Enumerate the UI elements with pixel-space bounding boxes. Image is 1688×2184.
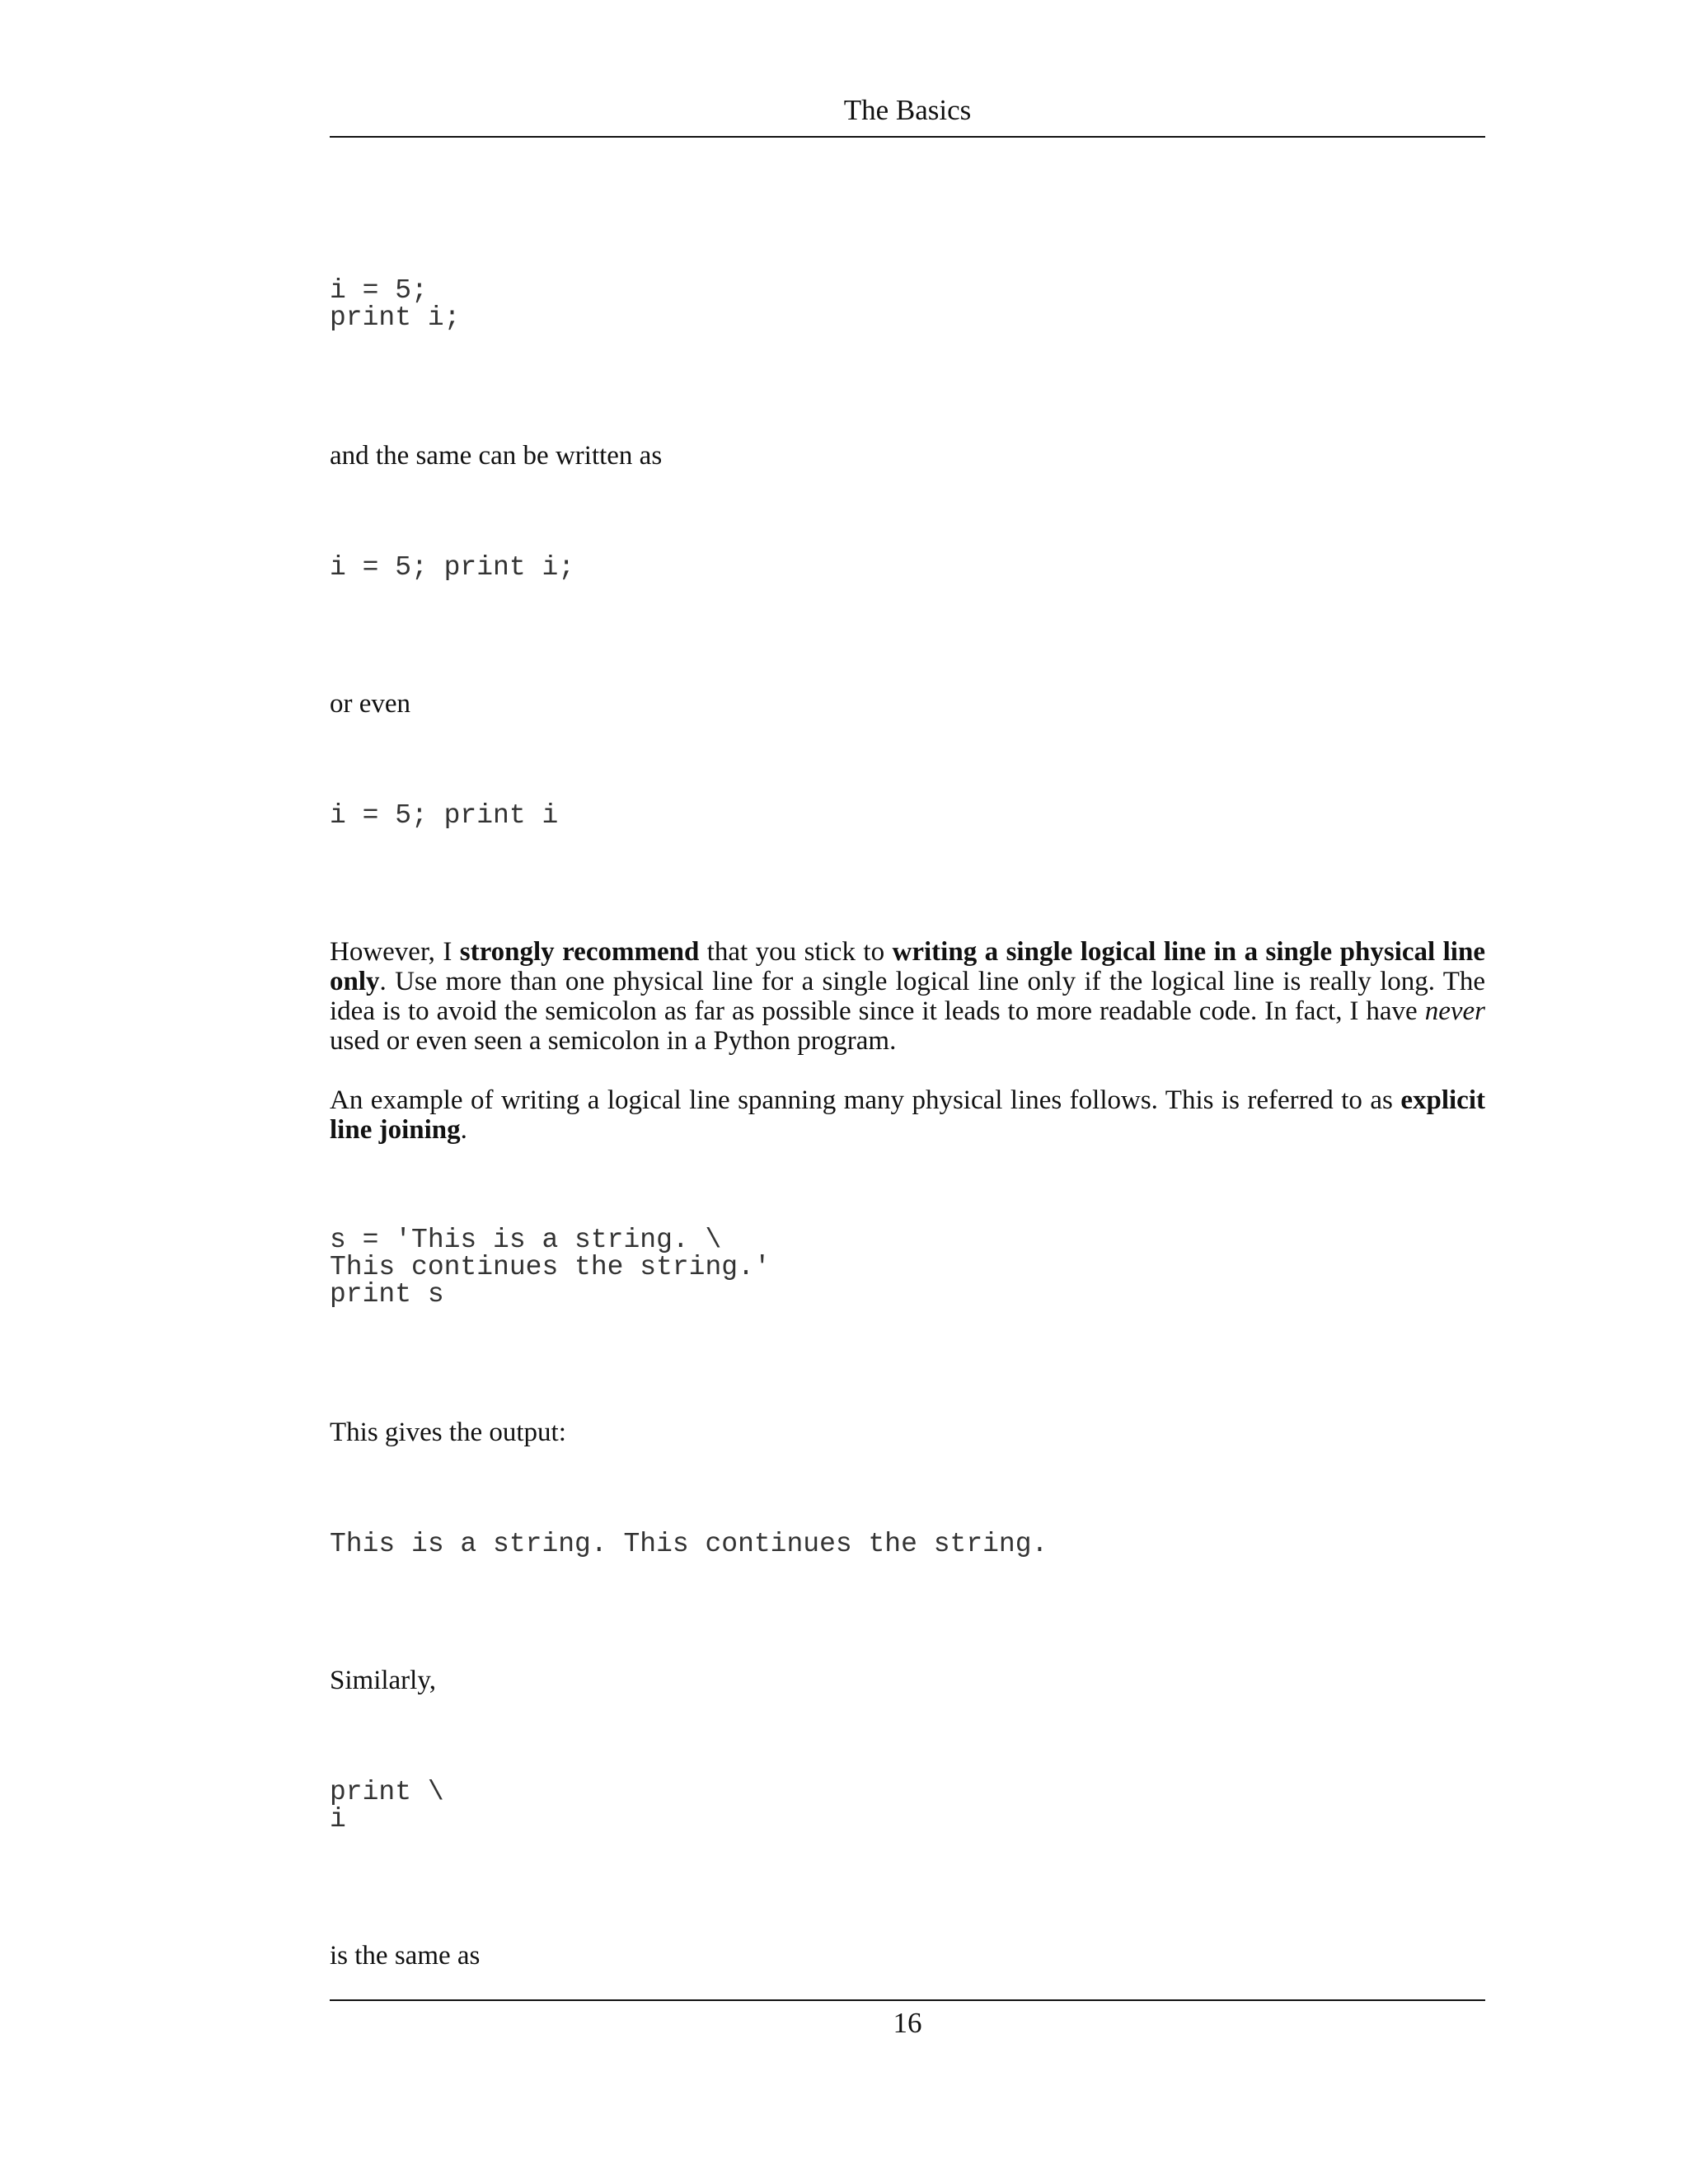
code-line: print \ [330, 1777, 444, 1807]
paragraph-same-written-as: and the same can be written as [330, 441, 663, 471]
code-line: s = 'This is a string. \ [330, 1225, 722, 1255]
text-run: An example of writing a logical line spanning many physical lines follows. This is referred to as [330, 1085, 1401, 1115]
header-rule [330, 136, 1485, 138]
text-run: . [460, 1115, 467, 1145]
paragraph-recommendation [330, 937, 1485, 1056]
code-line: This continues the string.' [330, 1252, 771, 1282]
code-line: print i; [330, 302, 461, 333]
code-block-output [330, 1530, 1048, 1558]
code-line: i = 5; [330, 275, 428, 306]
bold-single-logical-line: writing a single logical line in a single physical line only [330, 937, 1485, 996]
bold-explicit-line-joining: explicit line joining [330, 1085, 1485, 1145]
paragraph-explicit-line-joining [330, 1085, 1485, 1145]
page-number: 16 [893, 2007, 922, 2039]
code-block-semicolon-lines [330, 277, 460, 331]
footer-rule [330, 1999, 1485, 2001]
bold-strongly-recommend: strongly recommend [459, 937, 700, 967]
code-block-print-continuation [330, 1779, 444, 1833]
code-line: i = 5; print i; [330, 552, 575, 583]
italic-never: never [1424, 996, 1485, 1026]
code-line: i = 5; print i [330, 800, 559, 831]
document-page [330, 0, 1485, 2184]
text-run: that you stick to [699, 937, 893, 967]
code-block-single-line-no-trailing-semicolon [330, 802, 558, 829]
code-block-single-line-semicolons [330, 554, 574, 581]
code-line: i [330, 1804, 346, 1835]
paragraph-similarly: Similarly, [330, 1666, 436, 1695]
code-block-string-continuation [330, 1226, 771, 1308]
text-run: However, I [330, 937, 460, 967]
code-line: print s [330, 1279, 444, 1310]
paragraph-is-same-as: is the same as [330, 1941, 481, 1971]
paragraph-gives-output: This gives the output: [330, 1418, 566, 1447]
text-run: . Use more than one physical line for a single logical line only if the logical line is really long. The idea is to avoid the semicolon as far as possible since it leads to more readable code. In fact, I have [330, 967, 1485, 1026]
text-run: used or even seen a semicolon in a Python program. [330, 1026, 897, 1056]
code-line: This is a string. This continues the string. [330, 1529, 1048, 1559]
running-header-title: The Basics [843, 94, 972, 126]
paragraph-or-even: or even [330, 689, 411, 719]
